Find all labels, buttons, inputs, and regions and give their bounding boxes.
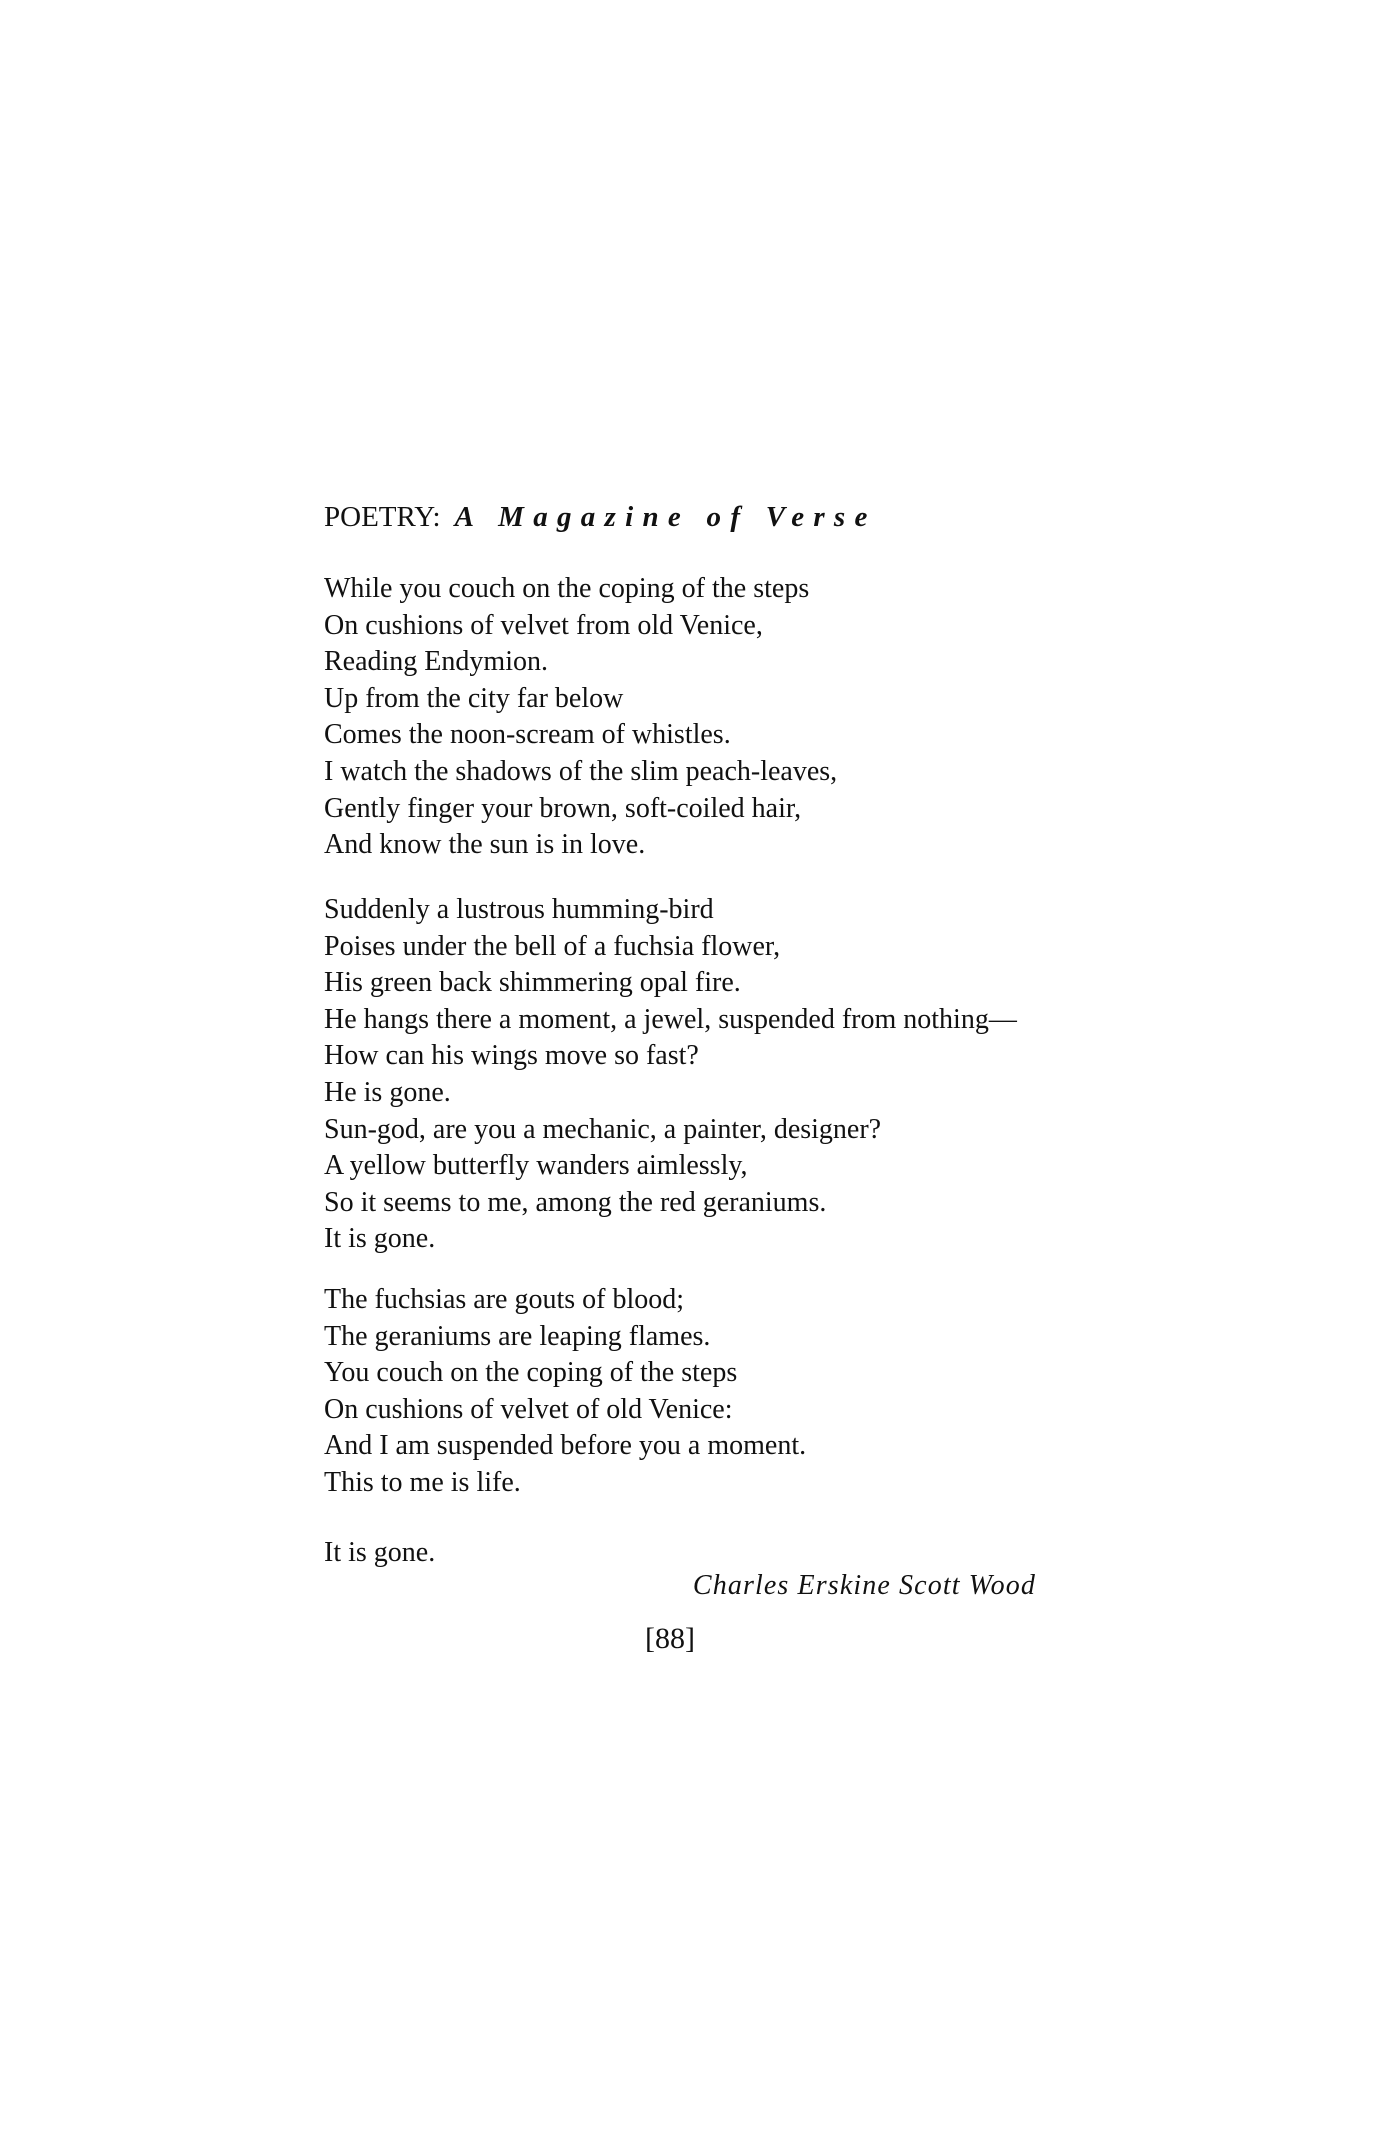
poem-line: You couch on the coping of the steps [324, 1357, 738, 1389]
poem-line: While you couch on the coping of the steps [324, 573, 810, 604]
poem-line: The geraniums are leaping flames. [324, 1320, 711, 1352]
poem-line: Comes the noon-scream of whistles. [324, 719, 731, 751]
poem-line: On cushions of velvet from old Venice, [324, 609, 763, 641]
poem-line: He hangs there a moment, a jewel, suspended from nothing— [324, 1003, 1017, 1035]
poem-line: Gently finger your brown, soft-coiled hair, [324, 792, 802, 824]
poem-line: This to me is life. [324, 1466, 521, 1498]
stanza-3 [324, 1282, 806, 1502]
poem-line: Reading Endymion. [324, 646, 548, 678]
poem-line: Poises under the bell of a fuchsia flower, [324, 930, 781, 962]
poem-line: And I am suspended before you a moment. [324, 1430, 807, 1462]
poem-line: Suddenly a lustrous humming-bird [324, 894, 714, 925]
page-number: [88] [645, 1622, 695, 1655]
running-header [324, 499, 877, 536]
poem-line: And know the sun is in love. [324, 829, 646, 861]
poem-line: His green back shimmering opal fire. [324, 967, 741, 999]
poem-line: On cushions of velvet of old Venice: [324, 1393, 733, 1425]
stanza-2 [324, 892, 1017, 1258]
magazine-title: POETRY: [324, 501, 441, 533]
poem-line: A yellow butterfly wanders aimlessly, [324, 1150, 748, 1182]
magazine-subtitle: A Magazine of Verse [454, 501, 877, 533]
poem-line: It is gone. [324, 1223, 436, 1255]
poem-line: He is gone. [324, 1076, 451, 1108]
poem-line: Up from the city far below [324, 682, 624, 714]
poem-line: I watch the shadows of the slim peach-leaves, [324, 755, 838, 787]
author-signature: Charles Erskine Scott Wood [692, 1570, 1036, 1601]
poem-line: How can his wings move so fast? [324, 1040, 699, 1072]
poem-line: It is gone. [324, 1537, 436, 1568]
poem-line: Sun-god, are you a mechanic, a painter, designer? [324, 1113, 882, 1145]
poem-line: The fuchsias are gouts of blood; [324, 1284, 685, 1315]
stanza-4 [324, 1535, 435, 1572]
poem-line: So it seems to me, among the red geraniums. [324, 1186, 827, 1218]
stanza-1 [324, 571, 837, 864]
